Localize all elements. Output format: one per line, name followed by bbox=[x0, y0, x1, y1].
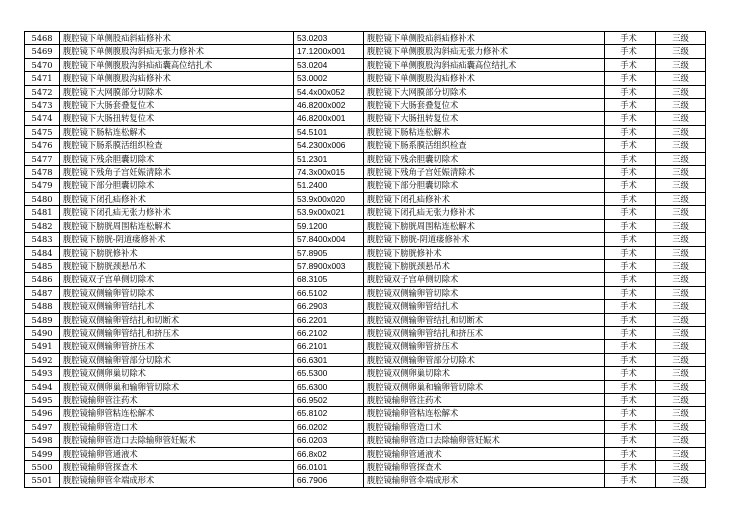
procedure-type-cell: 手术 bbox=[605, 259, 656, 272]
standard-name-cell: 腹腔镜双侧输卵管结扎术 bbox=[364, 300, 605, 313]
grade-level-cell: 三级 bbox=[656, 273, 706, 286]
row-number-cell: 5490 bbox=[25, 326, 60, 339]
procedure-type-cell: 手术 bbox=[605, 32, 656, 45]
procedure-type-cell: 手术 bbox=[605, 45, 656, 58]
table-row bbox=[25, 313, 706, 326]
table-row bbox=[25, 461, 706, 474]
standard-name-cell: 腹腔镜输卵管粘连松解术 bbox=[364, 407, 605, 420]
table-row bbox=[25, 434, 706, 447]
table-row bbox=[25, 367, 706, 380]
grade-level-cell: 三级 bbox=[656, 367, 706, 380]
grade-level-cell: 三级 bbox=[656, 45, 706, 58]
grade-level-cell: 三级 bbox=[656, 112, 706, 125]
standard-name-cell: 腹腔镜下单侧股疝斜疝修补术 bbox=[364, 32, 605, 45]
table-row bbox=[25, 393, 706, 406]
standard-name-cell: 腹腔镜下单侧腹股沟斜疝疝囊高位结扎术 bbox=[364, 58, 605, 71]
standard-name-cell: 腹腔镜下闭孔疝无张力修补术 bbox=[364, 206, 605, 219]
procedure-type-cell: 手术 bbox=[605, 192, 656, 205]
grade-level-cell: 三级 bbox=[656, 393, 706, 406]
grade-level-cell: 三级 bbox=[656, 474, 706, 487]
row-number-cell: 5468 bbox=[25, 32, 60, 45]
procedure-code-cell: 66.0101 bbox=[294, 461, 364, 474]
grade-level-cell: 三级 bbox=[656, 206, 706, 219]
procedure-name-cell: 腹腔镜下单侧股疝斜疝修补术 bbox=[60, 32, 294, 45]
grade-level-cell: 三级 bbox=[656, 461, 706, 474]
row-number-cell: 5487 bbox=[25, 286, 60, 299]
procedure-code-cell: 66.0203 bbox=[294, 434, 364, 447]
procedure-type-cell: 手术 bbox=[605, 326, 656, 339]
table-row bbox=[25, 407, 706, 420]
procedure-code-cell: 53.0204 bbox=[294, 58, 364, 71]
procedure-name-cell: 腹腔镜双侧卵巢和输卵管切除术 bbox=[60, 380, 294, 393]
row-number-cell: 5477 bbox=[25, 152, 60, 165]
procedure-name-cell: 腹腔镜下膀胱修补术 bbox=[60, 246, 294, 259]
procedure-type-cell: 手术 bbox=[605, 219, 656, 232]
standard-name-cell: 腹腔镜下肠系膜活组织检查 bbox=[364, 139, 605, 152]
procedure-type-cell: 手术 bbox=[605, 313, 656, 326]
procedure-name-cell: 腹腔镜输卵管伞端成形术 bbox=[60, 474, 294, 487]
grade-level-cell: 三级 bbox=[656, 447, 706, 460]
grade-level-cell: 三级 bbox=[656, 233, 706, 246]
procedure-type-cell: 手术 bbox=[605, 286, 656, 299]
row-number-cell: 5498 bbox=[25, 434, 60, 447]
grade-level-cell: 三级 bbox=[656, 286, 706, 299]
row-number-cell: 5470 bbox=[25, 58, 60, 71]
procedure-code-cell: 74.3x00x015 bbox=[294, 166, 364, 179]
table-row bbox=[25, 246, 706, 259]
grade-level-cell: 三级 bbox=[656, 99, 706, 112]
procedure-type-cell: 手术 bbox=[605, 246, 656, 259]
row-number-cell: 5486 bbox=[25, 273, 60, 286]
table-row bbox=[25, 166, 706, 179]
standard-name-cell: 腹腔镜输卵管通液术 bbox=[364, 447, 605, 460]
procedure-name-cell: 腹腔镜下闭孔疝修补术 bbox=[60, 192, 294, 205]
row-number-cell: 5495 bbox=[25, 393, 60, 406]
standard-name-cell: 腹腔镜下部分胆囊切除术 bbox=[364, 179, 605, 192]
row-number-cell: 5469 bbox=[25, 45, 60, 58]
table-row bbox=[25, 326, 706, 339]
procedure-type-cell: 手术 bbox=[605, 179, 656, 192]
procedure-type-cell: 手术 bbox=[605, 380, 656, 393]
grade-level-cell: 三级 bbox=[656, 139, 706, 152]
procedure-name-cell: 腹腔镜双侧输卵管结扎和切断术 bbox=[60, 313, 294, 326]
procedure-type-cell: 手术 bbox=[605, 152, 656, 165]
procedure-name-cell: 腹腔镜下部分胆囊切除术 bbox=[60, 179, 294, 192]
procedure-type-cell: 手术 bbox=[605, 273, 656, 286]
grade-level-cell: 三级 bbox=[656, 166, 706, 179]
procedure-name-cell: 腹腔镜输卵管粘连松解术 bbox=[60, 407, 294, 420]
procedure-name-cell: 腹腔镜下大网膜部分切除术 bbox=[60, 85, 294, 98]
grade-level-cell: 三级 bbox=[656, 192, 706, 205]
row-number-cell: 5484 bbox=[25, 246, 60, 259]
procedure-name-cell: 腹腔镜双侧输卵管结扎术 bbox=[60, 300, 294, 313]
table-row bbox=[25, 340, 706, 353]
grade-level-cell: 三级 bbox=[656, 32, 706, 45]
procedure-name-cell: 腹腔镜双侧输卵管切除术 bbox=[60, 286, 294, 299]
row-number-cell: 5488 bbox=[25, 300, 60, 313]
procedure-code-cell: 57.8900x003 bbox=[294, 259, 364, 272]
table-row bbox=[25, 273, 706, 286]
procedure-code-cell: 66.9502 bbox=[294, 393, 364, 406]
table-row bbox=[25, 219, 706, 232]
procedure-code-cell: 66.2201 bbox=[294, 313, 364, 326]
procedure-name-cell: 腹腔镜下残角子宫妊娠清除术 bbox=[60, 166, 294, 179]
procedure-name-cell: 腹腔镜下大肠扭转复位术 bbox=[60, 112, 294, 125]
procedure-type-cell: 手术 bbox=[605, 461, 656, 474]
procedure-code-cell: 53.0002 bbox=[294, 72, 364, 85]
table-row bbox=[25, 152, 706, 165]
procedure-code-cell: 54.2300x006 bbox=[294, 139, 364, 152]
grade-level-cell: 三级 bbox=[656, 259, 706, 272]
procedure-code-cell: 57.8905 bbox=[294, 246, 364, 259]
grade-level-cell: 三级 bbox=[656, 353, 706, 366]
procedure-code-cell: 65.8102 bbox=[294, 407, 364, 420]
procedure-name-cell: 腹腔镜输卵管通液术 bbox=[60, 447, 294, 460]
grade-level-cell: 三级 bbox=[656, 326, 706, 339]
grade-level-cell: 三级 bbox=[656, 434, 706, 447]
row-number-cell: 5483 bbox=[25, 233, 60, 246]
procedure-type-cell: 手术 bbox=[605, 99, 656, 112]
procedure-code-cell: 65.6300 bbox=[294, 380, 364, 393]
row-number-cell: 5492 bbox=[25, 353, 60, 366]
procedure-code-cell: 66.2102 bbox=[294, 326, 364, 339]
procedure-type-cell: 手术 bbox=[605, 58, 656, 71]
procedure-name-cell: 腹腔镜下膀胱周围粘连松解术 bbox=[60, 219, 294, 232]
procedure-code-cell: 66.2101 bbox=[294, 340, 364, 353]
standard-name-cell: 腹腔镜输卵管注药术 bbox=[364, 393, 605, 406]
standard-name-cell: 腹腔镜下大网膜部分切除术 bbox=[364, 85, 605, 98]
procedure-code-cell: 46.8200x002 bbox=[294, 99, 364, 112]
row-number-cell: 5479 bbox=[25, 179, 60, 192]
standard-name-cell: 腹腔镜输卵管造口术 bbox=[364, 420, 605, 433]
row-number-cell: 5501 bbox=[25, 474, 60, 487]
table-row bbox=[25, 206, 706, 219]
procedure-code-cell: 46.8200x001 bbox=[294, 112, 364, 125]
procedure-type-cell: 手术 bbox=[605, 85, 656, 98]
row-number-cell: 5478 bbox=[25, 166, 60, 179]
row-number-cell: 5476 bbox=[25, 139, 60, 152]
row-number-cell: 5481 bbox=[25, 206, 60, 219]
procedure-type-cell: 手术 bbox=[605, 112, 656, 125]
procedure-type-cell: 手术 bbox=[605, 353, 656, 366]
standard-name-cell: 腹腔镜下膀胱修补术 bbox=[364, 246, 605, 259]
standard-name-cell: 腹腔镜双子宫单侧切除术 bbox=[364, 273, 605, 286]
procedure-type-cell: 手术 bbox=[605, 139, 656, 152]
table-row bbox=[25, 112, 706, 125]
procedure-name-cell: 腹腔镜下单侧腹股沟斜疝疝囊高位结扎术 bbox=[60, 58, 294, 71]
row-number-cell: 5474 bbox=[25, 112, 60, 125]
procedure-code-cell: 68.3105 bbox=[294, 273, 364, 286]
procedure-code-cell: 66.5102 bbox=[294, 286, 364, 299]
procedure-name-cell: 腹腔镜双侧输卵管挤压术 bbox=[60, 340, 294, 353]
table-row bbox=[25, 447, 706, 460]
table-row bbox=[25, 380, 706, 393]
row-number-cell: 5475 bbox=[25, 125, 60, 138]
grade-level-cell: 三级 bbox=[656, 246, 706, 259]
standard-name-cell: 腹腔镜下肠粘连松解术 bbox=[364, 125, 605, 138]
table-row bbox=[25, 353, 706, 366]
row-number-cell: 5473 bbox=[25, 99, 60, 112]
table-row bbox=[25, 286, 706, 299]
table-row bbox=[25, 420, 706, 433]
grade-level-cell: 三级 bbox=[656, 420, 706, 433]
procedure-name-cell: 腹腔镜输卵管注药术 bbox=[60, 393, 294, 406]
row-number-cell: 5496 bbox=[25, 407, 60, 420]
grade-level-cell: 三级 bbox=[656, 219, 706, 232]
grade-level-cell: 三级 bbox=[656, 72, 706, 85]
procedure-name-cell: 腹腔镜下单侧腹股沟斜疝无张力修补术 bbox=[60, 45, 294, 58]
procedure-name-cell: 腹腔镜下肠系膜活组织检查 bbox=[60, 139, 294, 152]
procedure-name-cell: 腹腔镜下膀胱颈悬吊术 bbox=[60, 259, 294, 272]
table-row bbox=[25, 192, 706, 205]
table-row bbox=[25, 474, 706, 487]
procedure-code-cell: 17.1200x001 bbox=[294, 45, 364, 58]
procedure-type-cell: 手术 bbox=[605, 125, 656, 138]
procedure-type-cell: 手术 bbox=[605, 300, 656, 313]
standard-name-cell: 腹腔镜下大肠套叠复位术 bbox=[364, 99, 605, 112]
procedure-name-cell: 腹腔镜双侧输卵管部分切除术 bbox=[60, 353, 294, 366]
row-number-cell: 5471 bbox=[25, 72, 60, 85]
procedure-type-cell: 手术 bbox=[605, 434, 656, 447]
procedure-code-cell: 53.0203 bbox=[294, 32, 364, 45]
grade-level-cell: 三级 bbox=[656, 313, 706, 326]
procedure-code-cell: 53.9x00x021 bbox=[294, 206, 364, 219]
procedure-code-cell: 66.2903 bbox=[294, 300, 364, 313]
row-number-cell: 5497 bbox=[25, 420, 60, 433]
procedure-type-cell: 手术 bbox=[605, 233, 656, 246]
procedure-table-page bbox=[24, 31, 706, 488]
standard-name-cell: 腹腔镜下大肠扭转复位术 bbox=[364, 112, 605, 125]
procedure-name-cell: 腹腔镜输卵管造口去除输卵管妊娠术 bbox=[60, 434, 294, 447]
procedure-name-cell: 腹腔镜下单侧腹股沟疝修补术 bbox=[60, 72, 294, 85]
procedure-name-cell: 腹腔镜下残余胆囊切除术 bbox=[60, 152, 294, 165]
procedure-code-cell: 51.2301 bbox=[294, 152, 364, 165]
procedure-code-cell: 66.0202 bbox=[294, 420, 364, 433]
procedure-name-cell: 腹腔镜下闭孔疝无张力修补术 bbox=[60, 206, 294, 219]
standard-name-cell: 腹腔镜下膀胱颈悬吊术 bbox=[364, 259, 605, 272]
row-number-cell: 5491 bbox=[25, 340, 60, 353]
standard-name-cell: 腹腔镜下膀胱周围粘连松解术 bbox=[364, 219, 605, 232]
procedure-code-cell: 54.5101 bbox=[294, 125, 364, 138]
row-number-cell: 5489 bbox=[25, 313, 60, 326]
procedure-code-cell: 66.8x02 bbox=[294, 447, 364, 460]
procedure-type-cell: 手术 bbox=[605, 407, 656, 420]
standard-name-cell: 腹腔镜下单侧腹股沟疝修补术 bbox=[364, 72, 605, 85]
grade-level-cell: 三级 bbox=[656, 152, 706, 165]
grade-level-cell: 三级 bbox=[656, 85, 706, 98]
table-row bbox=[25, 233, 706, 246]
row-number-cell: 5500 bbox=[25, 461, 60, 474]
row-number-cell: 5494 bbox=[25, 380, 60, 393]
procedure-name-cell: 腹腔镜下大肠套叠复位术 bbox=[60, 99, 294, 112]
table-row bbox=[25, 85, 706, 98]
procedure-name-cell: 腹腔镜下肠粘连松解术 bbox=[60, 125, 294, 138]
procedure-type-cell: 手术 bbox=[605, 367, 656, 380]
table-row bbox=[25, 32, 706, 45]
standard-name-cell: 腹腔镜双侧输卵管部分切除术 bbox=[364, 353, 605, 366]
standard-name-cell: 腹腔镜下单侧腹股沟斜疝无张力修补术 bbox=[364, 45, 605, 58]
grade-level-cell: 三级 bbox=[656, 340, 706, 353]
standard-name-cell: 腹腔镜双侧输卵管切除术 bbox=[364, 286, 605, 299]
table-row bbox=[25, 58, 706, 71]
row-number-cell: 5485 bbox=[25, 259, 60, 272]
standard-name-cell: 腹腔镜双侧卵巢和输卵管切除术 bbox=[364, 380, 605, 393]
procedure-name-cell: 腹腔镜输卵管造口术 bbox=[60, 420, 294, 433]
procedure-code-cell: 53.9x00x020 bbox=[294, 192, 364, 205]
procedure-table bbox=[24, 31, 706, 488]
standard-name-cell: 腹腔镜输卵管探查术 bbox=[364, 461, 605, 474]
table-row bbox=[25, 72, 706, 85]
standard-name-cell: 腹腔镜下残角子宫妊娠清除术 bbox=[364, 166, 605, 179]
standard-name-cell: 腹腔镜双侧输卵管结扎和挤压术 bbox=[364, 326, 605, 339]
procedure-code-cell: 66.7906 bbox=[294, 474, 364, 487]
procedure-table-body bbox=[25, 32, 706, 488]
table-row bbox=[25, 45, 706, 58]
procedure-code-cell: 51.2400 bbox=[294, 179, 364, 192]
procedure-code-cell: 54.4x00x052 bbox=[294, 85, 364, 98]
procedure-type-cell: 手术 bbox=[605, 340, 656, 353]
table-row bbox=[25, 99, 706, 112]
row-number-cell: 5480 bbox=[25, 192, 60, 205]
standard-name-cell: 腹腔镜双侧输卵管结扎和切断术 bbox=[364, 313, 605, 326]
grade-level-cell: 三级 bbox=[656, 125, 706, 138]
standard-name-cell: 腹腔镜双侧卵巢切除术 bbox=[364, 367, 605, 380]
row-number-cell: 5472 bbox=[25, 85, 60, 98]
procedure-type-cell: 手术 bbox=[605, 166, 656, 179]
procedure-type-cell: 手术 bbox=[605, 72, 656, 85]
procedure-type-cell: 手术 bbox=[605, 447, 656, 460]
grade-level-cell: 三级 bbox=[656, 300, 706, 313]
procedure-name-cell: 腹腔镜双侧输卵管结扎和挤压术 bbox=[60, 326, 294, 339]
table-row bbox=[25, 259, 706, 272]
procedure-type-cell: 手术 bbox=[605, 393, 656, 406]
standard-name-cell: 腹腔镜双侧输卵管挤压术 bbox=[364, 340, 605, 353]
row-number-cell: 5482 bbox=[25, 219, 60, 232]
procedure-code-cell: 57.8400x004 bbox=[294, 233, 364, 246]
standard-name-cell: 腹腔镜下膀胱-阴道瘘修补术 bbox=[364, 233, 605, 246]
row-number-cell: 5493 bbox=[25, 367, 60, 380]
grade-level-cell: 三级 bbox=[656, 58, 706, 71]
procedure-name-cell: 腹腔镜双子宫单侧切除术 bbox=[60, 273, 294, 286]
procedure-code-cell: 65.5300 bbox=[294, 367, 364, 380]
procedure-name-cell: 腹腔镜输卵管探查术 bbox=[60, 461, 294, 474]
procedure-code-cell: 59.1200 bbox=[294, 219, 364, 232]
standard-name-cell: 腹腔镜输卵管伞端成形术 bbox=[364, 474, 605, 487]
procedure-code-cell: 66.6301 bbox=[294, 353, 364, 366]
grade-level-cell: 三级 bbox=[656, 179, 706, 192]
grade-level-cell: 三级 bbox=[656, 407, 706, 420]
table-row bbox=[25, 300, 706, 313]
grade-level-cell: 三级 bbox=[656, 380, 706, 393]
procedure-type-cell: 手术 bbox=[605, 420, 656, 433]
row-number-cell: 5499 bbox=[25, 447, 60, 460]
standard-name-cell: 腹腔镜输卵管造口去除输卵管妊娠术 bbox=[364, 434, 605, 447]
procedure-type-cell: 手术 bbox=[605, 474, 656, 487]
table-row bbox=[25, 139, 706, 152]
procedure-type-cell: 手术 bbox=[605, 206, 656, 219]
procedure-name-cell: 腹腔镜下膀胱-阴道瘘修补术 bbox=[60, 233, 294, 246]
standard-name-cell: 腹腔镜下闭孔疝修补术 bbox=[364, 192, 605, 205]
table-row bbox=[25, 179, 706, 192]
table-row bbox=[25, 125, 706, 138]
procedure-name-cell: 腹腔镜双侧卵巢切除术 bbox=[60, 367, 294, 380]
standard-name-cell: 腹腔镜下残余胆囊切除术 bbox=[364, 152, 605, 165]
